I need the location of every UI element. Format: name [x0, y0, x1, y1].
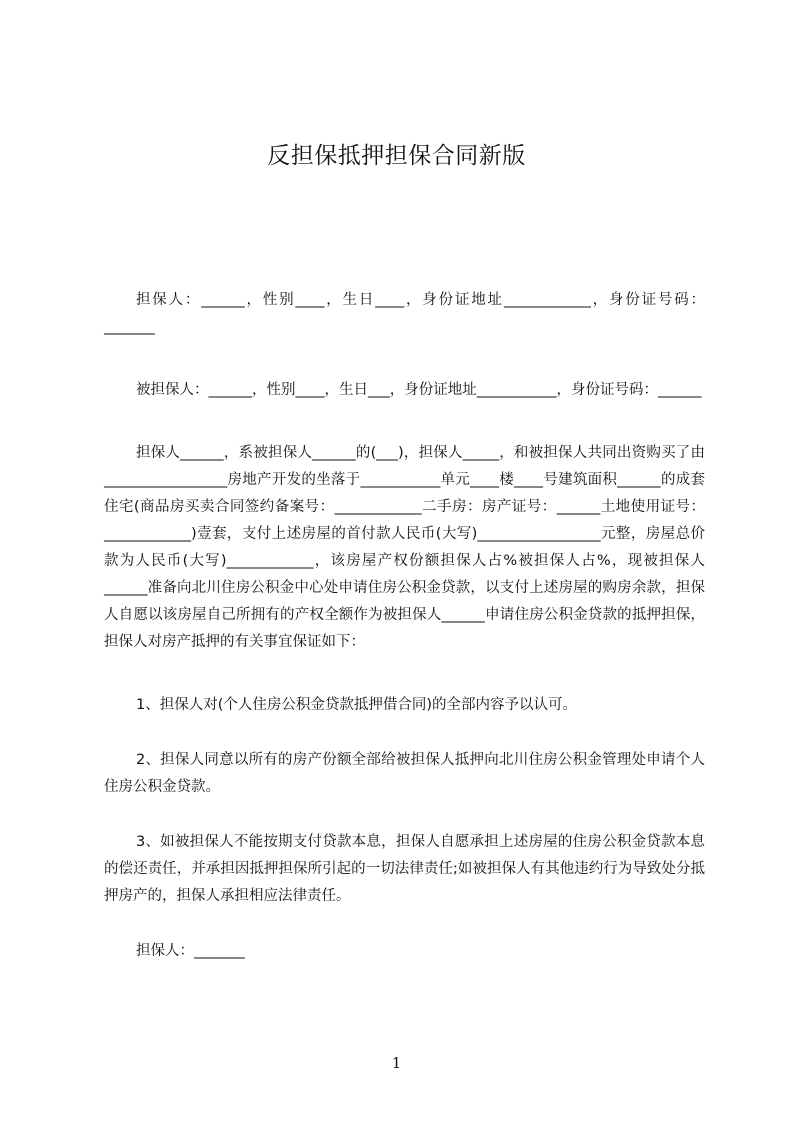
clause-1-paragraph: 1、担保人对(个人住房公积金贷款抵押借合同)的全部内容予以认可。: [136, 697, 578, 713]
guarantor-info-paragraph: 担保人：______，性别____，生日____，身份证地址____________，身份证号码：_______: [104, 292, 705, 335]
guaranteed-party-info-paragraph: 被担保人：______，性别____，生日___，身份证地址___________，身份证号码：______: [136, 382, 702, 398]
paragraph-spacer: [104, 656, 705, 692]
paragraph-spacer: [104, 910, 705, 938]
document-body: [104, 287, 705, 965]
clause-2-paragraph: 2、担保人同意以所有的房产份额全部给被担保人抵押向北川住房公积金管理处申请个人住房公积金贷款。: [104, 752, 705, 795]
paragraph-spacer: [104, 341, 705, 377]
mortgage-description-paragraph: 担保人______，系被担保人______的(___)，担保人_____，和被担保人共同出资购买了由_________________房地产开发的坐落于___________单元____楼____号建筑面积______的成套住宅(商品房买卖合同签约备案号：____________二手房：房产证号：______土地使用证号：____________)壹套，支付上述房屋的首付款人民币(大写)_________________元整，房屋总价款为人民币(大写)____________，该房屋产权份额担保人占%被担保人占%，现被担保人______准备向北川住房公积金中心处申请住房公积金贷款，以支付上述房屋的购房余款，担保人自愿以该房屋自己所拥有的产权全额作为被担保人______申请住房公积金贷款的抵押担保，担保人对房产抵押的有关事宜保证如下：: [104, 445, 705, 650]
paragraph-spacer: [104, 404, 705, 440]
document-title: 反担保抵押担保合同新版: [267, 143, 526, 169]
paragraph-spacer: [104, 719, 705, 747]
guarantor-signature-line: 担保人：_______: [136, 943, 245, 959]
clause-3-paragraph: 3、如被担保人不能按期支付贷款本息，担保人自愿承担上述房屋的住房公积金贷款本息的偿还责任，并承担因抵押担保所引起的一切法律责任;如被担保人有其他违约行为导致处分抵押房产的，担保人承担相应法律责任。: [104, 834, 705, 904]
page-number: 1: [391, 1054, 402, 1072]
paragraph-spacer: [104, 801, 705, 829]
